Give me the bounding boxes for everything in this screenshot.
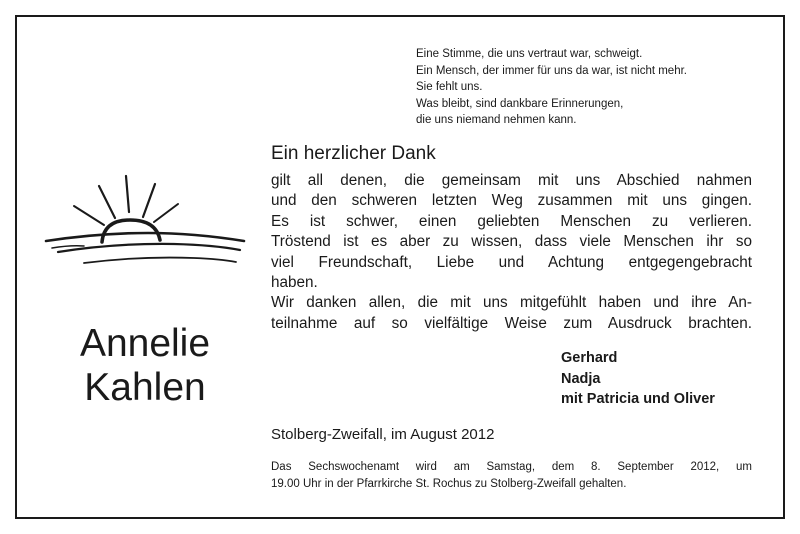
message-line: Wir danken allen, die mit uns mitgefühlt haben und ihre An- [271, 294, 752, 312]
signer-name: Gerhard [561, 350, 618, 366]
sunrise-icon [44, 172, 249, 274]
deceased-last-name: Kahlen [84, 366, 206, 409]
message-line: teilnahme auf so vielfältige Weise zum Ausdruck brachten. [271, 314, 752, 332]
thanks-heading: Ein herzlicher Dank [271, 143, 436, 164]
message-line: viel Freundschaft, Liebe und Achtung entgegengebracht [271, 253, 752, 271]
deceased-name [30, 322, 260, 410]
signers [561, 348, 715, 410]
deceased-first-name: Annelie [79, 322, 211, 365]
poem-line: die uns niemand nehmen kann. [416, 114, 577, 126]
place-date: Stolberg-Zweifall, im August 2012 [271, 426, 495, 443]
poem-line: Sie fehlt uns. [416, 81, 483, 93]
message-line: gilt all denen, die gemeinsam mit uns Abschied nahmen [271, 172, 752, 189]
message-line: Tröstend ist es aber zu wissen, dass viele Menschen ihr so [271, 233, 752, 251]
notice-line: 19.00 Uhr in der Pfarrkirche St. Rochus zu Stolberg-Zweifall gehalten. [271, 478, 627, 490]
poem-line: Eine Stimme, die uns vertraut war, schweigt. [416, 48, 643, 60]
poem [416, 46, 776, 129]
message-line: Es ist schwer, einen geliebten Menschen zu verlieren. [271, 212, 752, 230]
thanks-message [271, 171, 752, 334]
signer-name: Nadja [561, 370, 601, 387]
notice-line: Das Sechswochenamt wird am Samstag, dem 8. September 2012, um [271, 461, 752, 473]
poem-line: Ein Mensch, der immer für uns da war, ist nicht mehr. [416, 64, 687, 77]
message-line: und den schweren letzten Weg zusammen mit uns gingen. [271, 192, 752, 210]
message-line: haben. [271, 273, 318, 291]
signer-name: mit Patricia und Oliver [561, 391, 715, 407]
poem-line: Was bleibt, sind dankbare Erinnerungen, [416, 97, 624, 110]
mass-notice [271, 459, 752, 493]
